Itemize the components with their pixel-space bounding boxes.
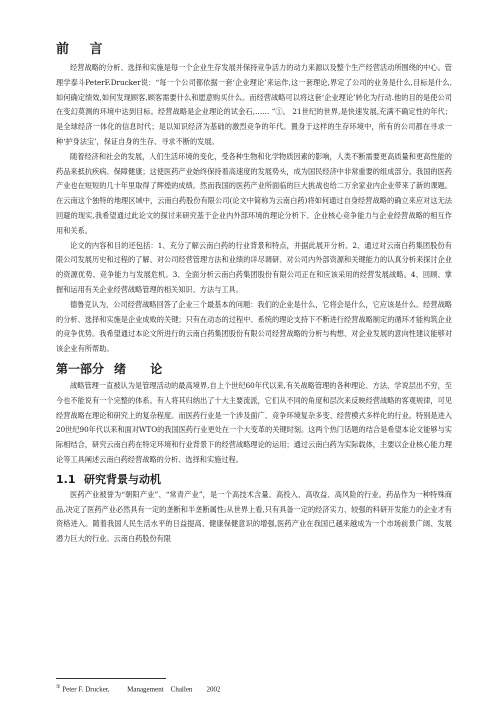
preface-paragraph: 经营战略的分析、选择和实施是每一个企业生存发展并保持竞争活力的动力来源以及整个生产经营活动所围绕的中心。管理学泰斗PeterF.Drucker说：“每一个公司都依据一套‘企业理论’来运作,这一套理论,界定了公司的业务是什么,目标是什么,如何确定绩效,如何发现顾客,顾客需要什么和愿意购买什么。而经营战略可以将这套‘企业理论’转化为行动.他的目的是使公司在变幻莫测的环境中达到目标。经营战略是企业理论的试金石,…… ”①。 21世纪的世界,是快速发展,充满不确定性的年代；是全球经济一体化的信息时代；是以知识经济为基础的激烈竞争的年代。置身于这样的生存环境中，所有的公司都在寻求一种‘护身法宝’，保证自身的生存、寻求不断的发展。	[56, 63, 452, 146]
footnote-author: Peter F. Drucker,	[62, 685, 110, 694]
part-title: 绪 论	[114, 361, 173, 376]
part-label: 第一部分	[56, 361, 105, 376]
preface-paragraph: 随着经济和社会的发展，人们生活环境的变化，受各种生物和化学物质因素的影响，人类不断需要更高质量和更高性能的药品来抵抗疾病、保障健康；这使医药产业始终保持着高速度的发展势头，成为国民经济中非常重要的组成部分。我国的医药产业也在短短的几十年里取得了辉煌的成绩。然而我国的医药产业所面临的巨大挑战也给二万余家业内企业带来了新的课题。在云南这个独特的地理区域中，云南白药股份有限公司(论文中简称为云南白药)将如何通过自身经营战略的确立来应对这无法回避的现实,我希望通过此论文的探讨来研究基于企业内外部环境的理论分析下、企业核心竞争能力与企业经营战略的相互作用和关系。	[56, 151, 452, 235]
footnote-rule	[56, 678, 166, 679]
section-number: 1.1	[56, 472, 76, 486]
footnote	[56, 684, 220, 693]
footnote-title: Management	[127, 685, 164, 694]
preface-paragraph: 德鲁克认为，公司经营战略回答了企业三个最基本的问题：我们的企业是什么，它将会是什么，它应该是什么。经营战略的分析、选择和实施是企业成败的关键；只有在动态的过程中、系统的理论支持下不断进行经营战略制定的循环才能构筑企业的竞争优势。我希望通过本论文所进行的云南白药集团股份有限公司经营战略的分析与构想、对企业发展的意向性建议能够对该企业有所帮助。	[56, 299, 452, 354]
preface-title: 前 言	[56, 42, 111, 57]
footnote-title2: Challen	[170, 685, 193, 694]
section-title: 研究背景与动机	[84, 472, 161, 486]
footnote-marker: ①	[56, 685, 61, 690]
footnote-year: 2002	[206, 685, 221, 694]
preface-paragraph: 论文的内容和目的还包括：1、充分了解云南白药的行业背景和特点，并据此展开分析。2、通过对云南白药集团股份有限公司发展历史和过程的了解、对公司经营管理方法和业绩的详尽调研、对公司内外部资源和关键能力的认真分析来探讨企业的资源优势、竞争能力与发展危机。3、全面分析云南白药集团股份有限公司正在和应该采用的经营发展战略。4、回顾、掌握和运用有关企业经营战略管理的相关知识、方法与工具。	[56, 240, 452, 294]
section-paragraph: 医药产业被誉为“朝阳产业”、“常青产业”，是一个高技术含量、高投入、高收益、高风险的行业。药品作为一种特殊商品,决定了医药产业必然具有一定的垄断和半垄断属性;从世界上看,只有具备一定的经济实力、较强的科研开发能力的企业才有资格进入。随着我国人民生活水平的日益提高、健康保健意识的增强,医药产业在我国已越来越成为一个市场前景广阔、发展潜力巨大的行业。云南白药股份有限	[56, 489, 452, 544]
section-heading	[56, 471, 452, 487]
part-heading	[56, 360, 452, 377]
part-paragraph: 战略管理一直被认为是管理活动的最高境界,自上个世纪60年代以来,有关战略管理的各种理论、方法、学说层出不穷，至今也不能说有一个完整的体系。有人将其归纳出了十大主要流派，它们从不同的角度和层次来反映经营战略的客观规律，可见经营战略在理论和研究上的复杂程度。而医药行业是一个涉及面广、竞争环境复杂多变、经营模式多样化的行业。特别是进入20世纪90年代以来和面对WTO的我国医药行业更处在一个大变革的关键时刻。这两个热门话题的结合是希望本论文能够与实际相结合，研究云南白药在特定环境和行业背景下的经营战略理论的运用；通过云南白药为实际载体，主要以企业核心能力理论等工具阐述云南白药经营战略的分析、选择和实施过程。	[56, 380, 452, 464]
